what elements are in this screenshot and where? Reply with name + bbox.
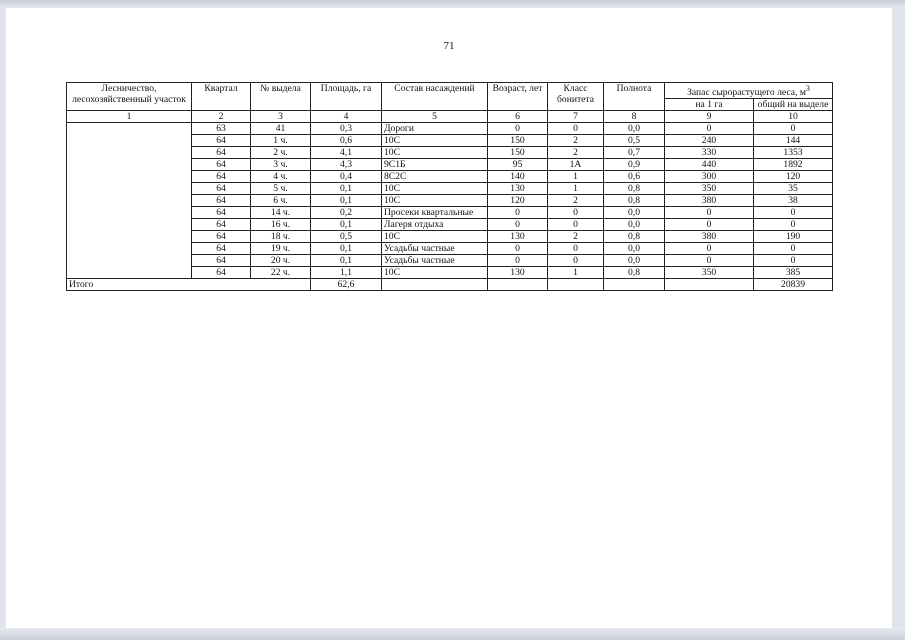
cell-composition: 10С: [382, 147, 488, 159]
table-body: [67, 123, 833, 279]
header-area: Площадь, га: [311, 83, 382, 111]
cell-quarter: 64: [192, 243, 251, 255]
cell-stock-total: 0: [754, 207, 833, 219]
cell-allotment: 3 ч.: [251, 159, 311, 171]
header-bonitet: Класс бонитета: [548, 83, 604, 111]
total-empty-bonitet: [548, 279, 604, 291]
column-number: 8: [604, 111, 665, 123]
total-stock: 20839: [754, 279, 833, 291]
cell-composition: 8С2С: [382, 171, 488, 183]
cell-stock-total: 0: [754, 219, 833, 231]
cell-age: 130: [488, 267, 548, 279]
column-number: 7: [548, 111, 604, 123]
column-number: 9: [665, 111, 754, 123]
cell-composition: 10С: [382, 135, 488, 147]
cell-area: 0,1: [311, 255, 382, 267]
column-number: 4: [311, 111, 382, 123]
header-stock-group: [665, 83, 833, 99]
cell-area: 0,4: [311, 171, 382, 183]
cell-quarter: 64: [192, 159, 251, 171]
cell-area: 0,5: [311, 231, 382, 243]
cell-age: 0: [488, 123, 548, 135]
header-stock-group-sup: 3: [805, 84, 810, 93]
cell-composition: Лагеря отдыха: [382, 219, 488, 231]
cell-age: 95: [488, 159, 548, 171]
column-number: 3: [251, 111, 311, 123]
cell-stock-per-ha: 0: [665, 123, 754, 135]
cell-area: 0,1: [311, 243, 382, 255]
cell-quarter: 64: [192, 267, 251, 279]
cell-age: 130: [488, 183, 548, 195]
cell-density: 0,9: [604, 159, 665, 171]
cell-allotment: 18 ч.: [251, 231, 311, 243]
cell-allotment: 19 ч.: [251, 243, 311, 255]
cell-quarter: 64: [192, 147, 251, 159]
total-area: 62,6: [311, 279, 382, 291]
cell-stock-per-ha: 350: [665, 267, 754, 279]
cell-density: 0,0: [604, 243, 665, 255]
cell-bonitet: 1: [548, 183, 604, 195]
cell-stock-per-ha: 380: [665, 195, 754, 207]
cell-area: 4,3: [311, 159, 382, 171]
cell-age: 0: [488, 255, 548, 267]
table-row: [67, 123, 833, 135]
cell-composition: 10С: [382, 231, 488, 243]
cell-density: 0,8: [604, 267, 665, 279]
cell-stock-per-ha: 0: [665, 255, 754, 267]
cell-stock-per-ha: 0: [665, 207, 754, 219]
cell-bonitet: 0: [548, 123, 604, 135]
cell-age: 0: [488, 219, 548, 231]
cell-stock-total: 120: [754, 171, 833, 183]
scan-edge-bottom: [0, 628, 905, 640]
cell-bonitet: 0: [548, 243, 604, 255]
document-page: [6, 8, 892, 628]
cell-allotment: 22 ч.: [251, 267, 311, 279]
cell-area: 0,3: [311, 123, 382, 135]
cell-composition: 10С: [382, 183, 488, 195]
column-number: 5: [382, 111, 488, 123]
header-stock-per-ha: на 1 га: [665, 99, 754, 111]
header-forestry: Лесничество, лесохозяйственный участок: [67, 83, 192, 111]
cell-area: 0,6: [311, 135, 382, 147]
cell-area: 0,1: [311, 219, 382, 231]
cell-quarter: 64: [192, 183, 251, 195]
cell-composition: Усадьбы частные: [382, 255, 488, 267]
cell-density: 0,5: [604, 135, 665, 147]
cell-quarter: 64: [192, 231, 251, 243]
header-composition: Состав насаждений: [382, 83, 488, 111]
column-number: 1: [67, 111, 192, 123]
cell-composition: Просеки квартальные: [382, 207, 488, 219]
cell-stock-per-ha: 380: [665, 231, 754, 243]
total-empty-age: [488, 279, 548, 291]
cell-area: 0,1: [311, 195, 382, 207]
cell-age: 0: [488, 207, 548, 219]
cell-allotment: 5 ч.: [251, 183, 311, 195]
cell-composition: 10С: [382, 195, 488, 207]
header-density: Полнота: [604, 83, 665, 111]
cell-area: 0,2: [311, 207, 382, 219]
cell-stock-total: 385: [754, 267, 833, 279]
cell-quarter: 64: [192, 135, 251, 147]
cell-stock-total: 1892: [754, 159, 833, 171]
cell-density: 0,0: [604, 207, 665, 219]
column-number-row: [67, 111, 833, 123]
cell-quarter: 63: [192, 123, 251, 135]
header-age: Возраст, лет: [488, 83, 548, 111]
cell-allotment: 16 ч.: [251, 219, 311, 231]
cell-age: 130: [488, 231, 548, 243]
header-stock-group-label: Запас сырорастущего леса, м: [687, 87, 806, 99]
total-empty-composition: [382, 279, 488, 291]
cell-age: 0: [488, 243, 548, 255]
cell-density: 0,6: [604, 171, 665, 183]
cell-allotment: 41: [251, 123, 311, 135]
cell-allotment: 2 ч.: [251, 147, 311, 159]
header-quarter: Квартал: [192, 83, 251, 111]
cell-allotment: 20 ч.: [251, 255, 311, 267]
cell-quarter: 64: [192, 219, 251, 231]
cell-stock-total: 0: [754, 123, 833, 135]
total-empty-per-ha: [665, 279, 754, 291]
cell-bonitet: 2: [548, 135, 604, 147]
forestry-cell: [67, 123, 192, 279]
cell-composition: Усадьбы частные: [382, 243, 488, 255]
cell-density: 0,0: [604, 219, 665, 231]
cell-allotment: 4 ч.: [251, 171, 311, 183]
cell-age: 150: [488, 135, 548, 147]
cell-density: 0,8: [604, 231, 665, 243]
cell-area: 0,1: [311, 183, 382, 195]
cell-composition: 10С: [382, 267, 488, 279]
cell-stock-total: 0: [754, 255, 833, 267]
cell-stock-per-ha: 240: [665, 135, 754, 147]
cell-stock-per-ha: 0: [665, 219, 754, 231]
cell-density: 0,0: [604, 123, 665, 135]
cell-quarter: 64: [192, 171, 251, 183]
cell-bonitet: 2: [548, 231, 604, 243]
cell-age: 140: [488, 171, 548, 183]
cell-age: 120: [488, 195, 548, 207]
cell-bonitet: 2: [548, 147, 604, 159]
cell-stock-per-ha: 0: [665, 243, 754, 255]
cell-stock-total: 38: [754, 195, 833, 207]
cell-allotment: 6 ч.: [251, 195, 311, 207]
cell-bonitet: 2: [548, 195, 604, 207]
header-allotment: № выдела: [251, 83, 311, 111]
cell-stock-total: 190: [754, 231, 833, 243]
cell-density: 0,8: [604, 183, 665, 195]
cell-bonitet: 0: [548, 219, 604, 231]
cell-bonitet: 0: [548, 255, 604, 267]
header-row-1: [67, 83, 833, 99]
column-number: 2: [192, 111, 251, 123]
column-number: 6: [488, 111, 548, 123]
cell-density: 0,0: [604, 255, 665, 267]
total-empty-density: [604, 279, 665, 291]
cell-allotment: 1 ч.: [251, 135, 311, 147]
page-number: 71: [443, 40, 455, 52]
column-number: 10: [754, 111, 833, 123]
cell-stock-per-ha: 300: [665, 171, 754, 183]
cell-bonitet: 0: [548, 207, 604, 219]
cell-stock-total: 0: [754, 243, 833, 255]
cell-bonitet: 1: [548, 171, 604, 183]
total-label: Итого: [67, 279, 311, 291]
cell-stock-total: 144: [754, 135, 833, 147]
cell-allotment: 14 ч.: [251, 207, 311, 219]
header-stock-total: общий на выделе: [754, 99, 833, 111]
cell-composition: Дороги: [382, 123, 488, 135]
forest-stock-table: [66, 82, 833, 291]
cell-area: 4,1: [311, 147, 382, 159]
cell-age: 150: [488, 147, 548, 159]
cell-quarter: 64: [192, 195, 251, 207]
cell-density: 0,8: [604, 195, 665, 207]
cell-quarter: 64: [192, 207, 251, 219]
cell-bonitet: 1А: [548, 159, 604, 171]
cell-composition: 9С1Б: [382, 159, 488, 171]
cell-bonitet: 1: [548, 267, 604, 279]
cell-quarter: 64: [192, 255, 251, 267]
cell-stock-per-ha: 330: [665, 147, 754, 159]
cell-area: 1,1: [311, 267, 382, 279]
scan-edge-top: [0, 0, 905, 8]
cell-stock-total: 35: [754, 183, 833, 195]
cell-stock-total: 1353: [754, 147, 833, 159]
cell-stock-per-ha: 440: [665, 159, 754, 171]
cell-stock-per-ha: 350: [665, 183, 754, 195]
cell-density: 0,7: [604, 147, 665, 159]
total-row: [67, 279, 833, 291]
